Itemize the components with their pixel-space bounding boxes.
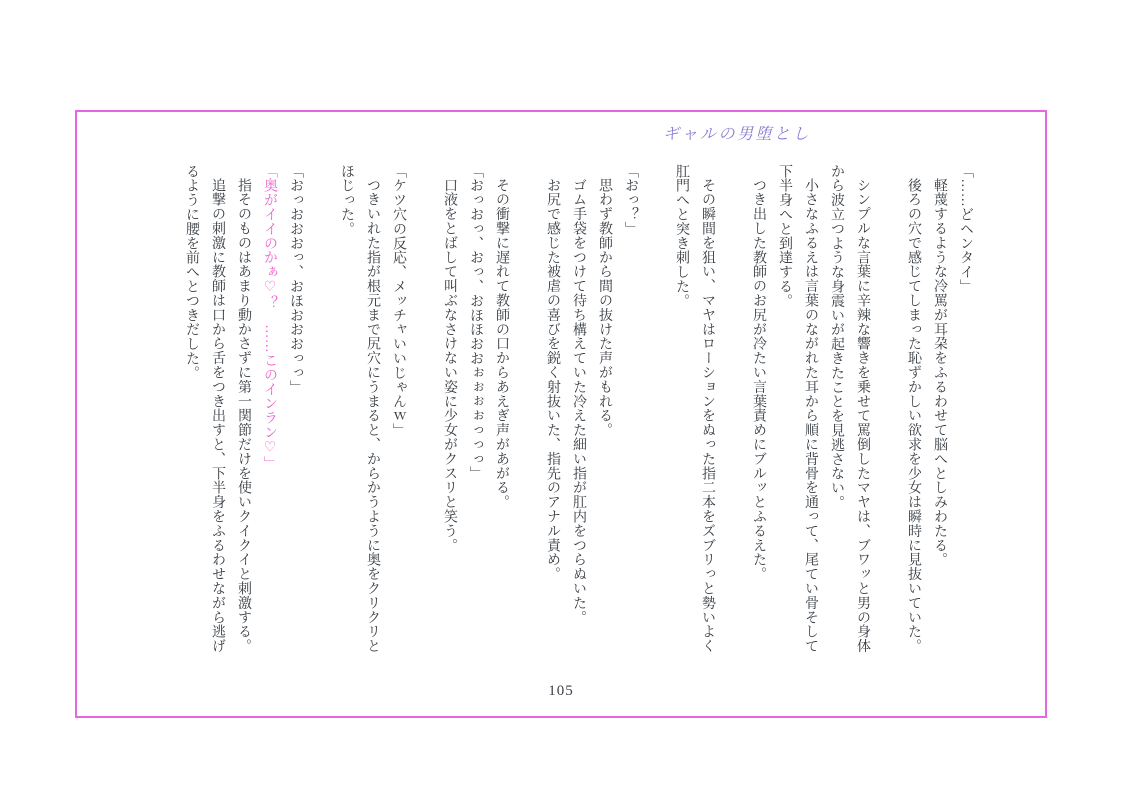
vertical-text-area	[178, 164, 978, 656]
text-column: るように腰を前へとつきだした。	[184, 164, 199, 380]
text-column: 「おっおっ、おっ、おほほおおぉぉぉぉっっっ」	[468, 164, 483, 481]
text-column: 小さなふるえは言葉のながれた耳から順に背骨を通って、尾てい骨そして	[803, 178, 818, 654]
page-number: 105	[548, 683, 574, 699]
text-column: から波立つような身震いが起きたことを見逃さない。	[829, 164, 844, 510]
text-column: つきいれた指が根元まで尻穴にうまると、からかうように奥をクリクリと	[365, 178, 380, 654]
text-column: つき出した教師のお尻が冷たい言葉責めにブルッとふるえた。	[751, 178, 766, 582]
text-column: その瞬間を狙い、マヤはローションをぬった指二本をズブリっと勢いよく	[700, 178, 715, 654]
book-page	[75, 110, 1047, 718]
text-column: 思わず教師から間の抜けた声がもれる。	[597, 178, 612, 438]
text-column: 口液をとばして叫ぶなさけない姿に少女がクスリと笑う。	[442, 178, 457, 553]
text-column: 追撃の刺激に教師は口から舌をつき出すと、下半身をふるわせながら逃げ	[210, 178, 225, 654]
text-column: ほじった。	[339, 164, 354, 236]
chapter-header-title: ギャルの男堕とし	[662, 126, 811, 143]
text-column-accent: 「奥がイイのかぁ♡？ ……このインラン♡」	[262, 164, 277, 471]
text-column: 「ケツ穴の反応、メッチャいいじゃんｗ」	[391, 164, 406, 438]
text-column: 肛門へと突き刺した。	[674, 164, 689, 308]
text-column: お尻で感じた被虐の喜びを鋭く射抜いた、指先のアナル責め。	[545, 178, 560, 582]
text-column: 「……どヘンタイ」	[958, 164, 973, 294]
text-column: 後ろの穴で感じてしまった恥ずかしい欲求を少女は瞬時に見抜いていた。	[906, 178, 921, 654]
text-column: ゴム手袋をつけて待ち構えていた冷えた細い指が肛内をつらぬいた。	[571, 178, 586, 625]
text-column: 指そのものはあまり動かさずに第一関節だけを使いクイクイと刺激する。	[236, 178, 251, 654]
text-column: その衝撃に遅れて教師の口からあえぎ声があがる。	[494, 178, 509, 510]
text-column: 「おっおおおっ、おほおおおっっ」	[288, 164, 303, 395]
text-column: 軽蔑するような冷罵が耳朶をふるわせて脳へとしみわたる。	[932, 178, 947, 567]
text-column: 下半身へと到達する。	[777, 164, 792, 308]
text-column: 「おっ？」	[623, 164, 638, 236]
text-column: シンプルな言葉に辛辣な響きを乗せて罵倒したマヤは、ブワッと男の身体	[855, 178, 870, 654]
